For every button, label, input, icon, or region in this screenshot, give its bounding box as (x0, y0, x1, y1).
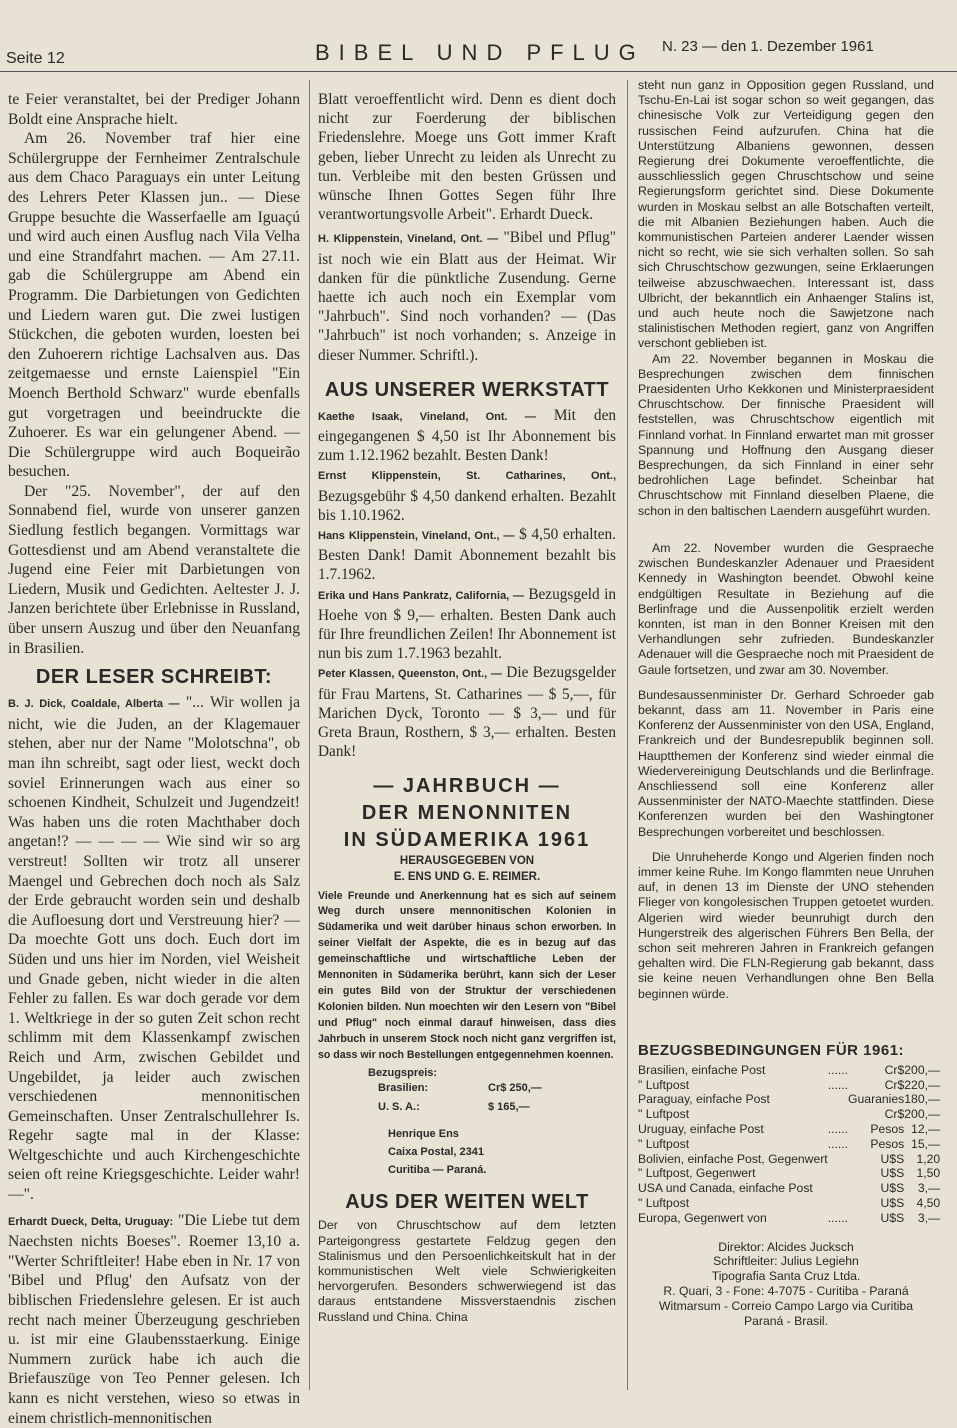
order-address: Henrique Ens Caixa Postal, 2341 Curitiba — Paraná. (388, 1128, 487, 1177)
rate-dots: ...... (827, 1077, 849, 1092)
rate-cur: U$S (880, 1166, 905, 1181)
imprint: Direktor: Alcides Jucksch Schriftleiter: Julius Legiehn Tipografia Santa Cruz Ltda. R. Quari, 3 - Fone: 4-7075 - Curitiba - Paraná Witmarsum - Correio Campo Largo via Curitiba Paraná - Brasil. (659, 1239, 913, 1328)
notice-text: Bezugsgeld in Hoehe von $ 9,— erhalten. Besten Dank auch für Ihre freundlichen Zeilen! Ihr Abonnement ist nun bis zum 1.7.1963 bezahlt. (318, 585, 616, 663)
rate-val: 15,— (911, 1136, 941, 1151)
rate-val: 220,— (904, 1077, 941, 1092)
notice-text: Bezugsgebühr $ 4,50 dankend erhalten. Bezahlt bis 1.10.1962. (318, 487, 616, 524)
notice-byline: Peter Klassen, Queenston, Ont., — (318, 668, 502, 681)
advert-title-line: — JAHRBUCH — (373, 774, 561, 797)
rate-label: Paraguay, einfache Post (638, 1092, 770, 1107)
rate-cur: U$S (880, 1151, 905, 1166)
rate-cur: Pesos (870, 1121, 905, 1136)
rate-val: 3,— (917, 1210, 941, 1225)
advert-text: Viele Freunde und Anerkennung hat es sich auf seinem Weg durch unsere mennonitischen Kolonien in Südamerika und weit darüber hinaus schon erworben. In seiner Vielfalt der Aspekte, die es in bezug auf das gemeinschaftliche und wirtschaftliche Leben der Mennoniten in Südamerika berührt, kann sich der Leser ein gutes Bild von der Struktur der verschiedenen Kolonien bilden. Nun moechten wir den Lesern von "Bibel und Pflug" noch einmal darauf hinweisen, dass dies Jahrbuch in unserem Stock noch nicht ganz vergriffen ist, so dass wir noch Bestellungen entgegennehmen koennen. (318, 889, 616, 1061)
rate-dots: ...... (827, 1121, 849, 1136)
rate-row (638, 1063, 940, 1078)
rate-cur: U$S (880, 1195, 905, 1210)
article-paragraph: Am 22. November wurden die Gespraeche zwischen Bundeskanzler Adenauer und Praesident Kennedy in Washington beendet. Obwohl keine endgültigen Resultate in Beziehung auf die Berlinfrage und die Aussenpolitik erzielt werden konnten, ist man in den Bonner Kreisen mit den Verhandlungen sehr zufrieden. Bundeskanzler Adenauer will die Gespraeche noch mit Praesident de Gaule fortsetzen, und zwar am 30. November. (638, 540, 934, 677)
rate-val: 180,— (904, 1092, 941, 1107)
rate-row (638, 1137, 940, 1152)
article-paragraph: Der von Chruschtschow auf dem letzten Parteigongress gestartete Feldzug gegen den Stalinismus und den Persoenlichkeitskult hat in der kommunistischen Welt viele Schwierigkeiten hervorgerufen. Besonders schwerwiegend ist das daraus entstandene Missverstaendnis zischen Russland und China. China (318, 1218, 616, 1324)
letter-byline: Erhardt Dueck, Delta, Uruguay: (8, 1215, 174, 1228)
column-divider (627, 80, 628, 1390)
article-paragraph: Am 26. November traf hier eine Schülergruppe der Fernheimer Zentralschule aus dem Chaco Paraguays ein unter Leitung des Lehrers Peter Klassen jun.. — Diese Gruppe besuchte die Wasserfaelle am Iguaçú und wird auch einen Ausflug nach Vila Velha und eine Strandfahrt machen. — Am 27.11. gab die Schülergruppe am Abend ein Programm. Die Darbietungen von Gedichten und Liedern waren gut. Die zwei lustigen Stückchen, die geboten wurden, loesten bei den Zuhoerern richtige Lachsalven aus. Das zeitgemaesse und ernste Laienspiel "Ein Moench Berthold Schwarz" wurde ebenfalls gut vorgetragen und beeindruckte die Zuhoerer. Es war ein gelungener Abend. — Die Schülergruppe wird auch Boqueirão besuchen. (8, 130, 300, 481)
advert-title-line: IN SÜDAMERIKA 1961 (343, 828, 591, 851)
notice-text: Die Bezugsgelder für Frau Martens, St. Catharines — $ 5,—, für Marichen Dyck, Toronto — $ 3,— und für Greta Braun, Rosthern, $ 3,— erhalten. Besten Dank! (318, 664, 617, 761)
rate-val: 3,— (917, 1181, 941, 1196)
rate-row (638, 1107, 940, 1122)
notice-byline: Erika und Hans Pankratz, California, — (318, 589, 524, 602)
rate-row (638, 1092, 940, 1107)
article-paragraph: Blatt veroeffentlicht wird. Denn es dient doch nicht zur Foerderung der biblischen Friedenslehre. Moege uns Gott immer Kraft geben, lieber Unrecht zu leiden als Unrecht zu tun. Verbleibe mit den besten Grüssen und wünsche Ihnen Gottes Segen führ Ihre verantwortungsvolle Arbeit". Erhardt Dueck. (318, 91, 616, 224)
rate-cur: U$S (880, 1210, 905, 1225)
rate-cur: Guaranies (848, 1092, 905, 1107)
page-header (0, 36, 957, 72)
price-row: Brasilien: Cr$ 250,— (378, 1082, 542, 1095)
rate-row (638, 1181, 940, 1196)
column-middle (318, 90, 616, 1395)
rate-label: Europa, Gegenwert von (638, 1210, 767, 1225)
rate-val: 200,— (904, 1107, 941, 1122)
letter-text: "Bibel und Pflug" ist noch wie ein Blatt aus der Heimat. Wir danken für die pünktliche Zusendung. Gerne haette ich auch noch ein Exemplar vom "Jahrbuch". Sind noch vorhanden? — (Das "Jahrbuch" ist noch vorhanden; s. Anzeige in dieser Nummer. Schriftl.). (318, 229, 617, 364)
article-paragraph: Die Unruheherde Kongo und Algerien finden noch immer keine Ruhe. Im Kongo flammten neue Unruhen auf, in denen 13 im Dienste der UNO stehenden Flieger von kongolesischen Truppen getoetet wurden. Algerien wird wieder beunruhigt durch den Hungerstreik des algerischen Führers Ben Bella, der schon seit mehreren Jahren in Frankreich gefangen gehalten wird. Die FLN-Regierung gab bekannt, dass sie keine neuen Verhandlungen ohne Ben Bella beginnen würde. (638, 849, 934, 1001)
rate-row (638, 1122, 940, 1137)
subscription-rates-table (638, 1063, 940, 1226)
column-right (638, 78, 941, 1383)
notice-byline: Hans Klippenstein, Vineland, Ont., — (318, 530, 515, 543)
letter-byline: H. Klippenstein, Vineland, Ont. — (318, 233, 499, 246)
advert-editors: E. ENS UND G. E. REIMER. (393, 870, 541, 883)
letter-text: "Die Liebe tut dem Naechsten nichts Boeses". Roemer 13,10 a. "Werter Schriftleiter! Habe eben in Nr. 17 von 'Bibel und Pflug' den Aufsatz von der biblischen Friedenslehre gelesen. Er ist auch recht nach meiner Überzeugung geschrieben u. ist mir eine Glaubensstaerkung. Einige Nummern zurück habe ich auch die Briefauszüge von Teo Penner gelesen. Ich kann es nicht verstehen, wieso so etwas in einem christlich-mennonitischen (8, 1211, 301, 1427)
column-divider (309, 80, 310, 1390)
rate-val: 1,20 (916, 1151, 941, 1166)
article-paragraph: Am 22. November begannen in Moskau die Besprechungen zwischen dem finnischen Praesidenten Urho Kekkonen und Ministerpraesident Chruschtschow. Der finnische Praesident will feststellen, was Chruschtschow eigentlich mit Finnland vorhat. In Finnland erwartet man mit grosser Spannung und Hoffnung den Ausgang dieser Besprechungen, da sich Finnland in einer sehr bedrohlichen Lage befindet. Scheinbar hat Chruschtschow mit Finnland dieselben Plaene, die schon in den baltischen Laendern ausgeführt wurden. (638, 351, 934, 518)
column-left (8, 90, 301, 1427)
rate-dots (828, 1107, 848, 1122)
rate-cur: Cr$ (884, 1077, 905, 1092)
header-rule (0, 71, 957, 72)
rate-cur: Cr$ (884, 1062, 905, 1077)
rate-dots: ...... (827, 1136, 849, 1151)
notice-text: $ 4,50 erhalten. Besten Dank! Damit Abonnement bezahlt bis 1.7.1962. (318, 526, 617, 584)
masthead-title: BIBEL UND PFLUG (315, 40, 645, 65)
rate-cur: Cr$ (884, 1107, 905, 1122)
rate-cur: U$S (880, 1181, 905, 1196)
rate-dots (828, 1092, 848, 1107)
rate-dots (828, 1196, 848, 1211)
section-heading-werkstatt: AUS UNSERER WERKSTATT (324, 378, 610, 401)
rate-dots (828, 1152, 848, 1167)
rate-label: " Luftpost (638, 1195, 690, 1210)
article-paragraph: Der "25. November", der auf den Sonnabend fiel, wurde von unserer ganzen Siedlung festlich begangen. Vormittags war Gottesdienst und am Abend veranstaltete die Jugend eine Feier mit Darbietungen von Liedern, Musik und Gedichten. Aeltester J. J. Janzen berichtete über Erlebnisse in Russland, über unsern Auszug und über den Neuanfang in Brasilien. (8, 482, 300, 657)
rate-dots (828, 1181, 848, 1196)
notice-byline: Ernst Klippenstein, St. Catharines, Ont., (318, 470, 616, 483)
rate-row (638, 1166, 940, 1181)
rate-val: 12,— (911, 1121, 941, 1136)
rate-dots: ...... (827, 1210, 849, 1225)
rate-val: 200,— (904, 1062, 941, 1077)
rate-label: Brasilien, einfache Post (638, 1062, 766, 1077)
rate-cur: Pesos (870, 1136, 905, 1151)
rate-label: " Luftpost (638, 1107, 690, 1122)
rate-val: 4,50 (916, 1195, 941, 1210)
section-heading-leser: DER LESER SCHREIBT: (35, 666, 273, 689)
article-paragraph: Bundesaussenminister Dr. Gerhard Schroeder gab bekannt, dass am 11. November in Paris eine Konferenz der Aussenminister von den USA, England, Frankreich und der Bundesrepublik beginnen soll. Hauptthemen der Konferenz sind wieder einmal die Wiedervereinigung Deutschlands und die Berlinfrage. Anschliessend soll eine Konferenz aller Aussenminister der NATO-Maechte stattfinden. Diese Konferenzen wurden bei den Washingtoner Besprechungen vorbereitet und beschlossen. (638, 687, 934, 839)
rate-row (638, 1196, 940, 1211)
rate-val: 1,50 (916, 1166, 941, 1181)
rate-label: " Luftpost, Gegenwert (638, 1166, 756, 1181)
rate-row (638, 1211, 940, 1226)
article-paragraph: te Feier veranstaltet, bei der Prediger Johann Boldt eine Ansprache hielt. (8, 91, 300, 128)
rate-dots (828, 1166, 848, 1181)
rate-row (638, 1078, 940, 1093)
advert-editors-label: HERAUSGEGEBEN VON (399, 854, 535, 867)
article-paragraph: steht nun ganz in Opposition gegen Russland, und Tschu-En-Lai ist sogar schon so weit gegangen, das chinesische Volk zur Verteidigung gegen den russischen Feind aufzurufen. China hat die Unterstützung Albaniens gewonnen, dessen Regierung drei Dokumente veroeffentlichte, die ausschliesslich gegen Chruschtschow und seine Regierungsform gerichtet sind. Diese Dokumente wurden in Moskau selbst an alle Botschaften verteilt, die mit Albanien Beziehungen haben. Auch die kommunistischen Parteien anderer Laender wissen nicht so recht, wie sie sich verhalten sollen. So sah sich Chruschtschow gezwungen, seine Erklaerungen teilweise abzuschwaechen. Interessant ist, dass Ulbricht, der bekanntlich ein Anhaenger Stalins ist, und auch heute noch die Sawjetzone nach stalinistischen Methoden regiert, ganz von Angriffen verschont geblieben ist. (638, 78, 934, 351)
page-number: Seite 12 (6, 50, 65, 67)
advert-title-line: DER MENONNITEN (361, 801, 573, 824)
section-heading-bezug: BEZUGSBEDINGUNGEN FÜR 1961: (638, 1041, 905, 1059)
notice-text: Mit den eingegangenen $ 4,50 ist Ihr Abonnement bis zum 1.12.1962 bezahlt. Besten Dank! (318, 406, 617, 465)
letter-text: "... Wir wollen ja nicht, wie die Juden, an der Klagemauer stehen, aber nur der Name "Molotschna", ob man ihn schreibt, sagt oder liest, weckt doch soviel Erinnerungen wach aus einer so schoenen Kindheit, Schulzeit und Jugendzeit! Was haben uns die roten Machthaber doch angetan!? — — — — Wie sind wir so arg verstreut! Sollten wir trotz all unserer Maengel und Gebrechen doch noch als Salz der Erde gebraucht worden sein und deshalb die Aufloesung dort und Verstreuung hier? — Da moechte Gott uns doch. Euch dort im Süden und uns hier im Norden, viel Weisheit und Gnade geben, nicht wieder in die alten Fehler zu fallen. Es war doch gerade vor dem 1. Weltkriege in der so guten Zeit schon recht schlimm mit dem Klassenkampf zwischen Reich und Arm, zwischen Gebildet und Ungebildet, ja leider auch zwischen verschiedenen mennonitischen Gemeinschaften. Unser Zentralschullehrer Is. Regehr sagte mal in der Klasse: Weltgeschichte und auch Kirchengeschichte seien oft reine Kriegsgeschichte. Leider wahr! —". (8, 694, 301, 1204)
price-label: Bezugspreis: (368, 1067, 438, 1080)
rate-label: " Luftpost (638, 1077, 690, 1092)
rate-label: USA und Canada, einfache Post (638, 1181, 813, 1196)
rate-label: Uruguay, einfache Post (638, 1121, 764, 1136)
price-row: U. S. A.: $ 165,— (378, 1101, 530, 1114)
rate-label: Bolivien, einfache Post, Gegenwert (638, 1151, 828, 1166)
notice-byline: Kaethe Isaak, Vineland, Ont. — (318, 410, 536, 423)
issue-date: N. 23 — den 1. Dezember 1961 (662, 38, 874, 55)
rate-label: " Luftpost (638, 1136, 690, 1151)
jahrbuch-advert (318, 776, 616, 1180)
rate-row (638, 1152, 940, 1167)
letter-byline: B. J. Dick, Coaldale, Alberta — (8, 698, 180, 711)
rate-dots: ...... (827, 1062, 849, 1077)
section-heading-welt: AUS DER WEITEN WELT (345, 1191, 589, 1214)
